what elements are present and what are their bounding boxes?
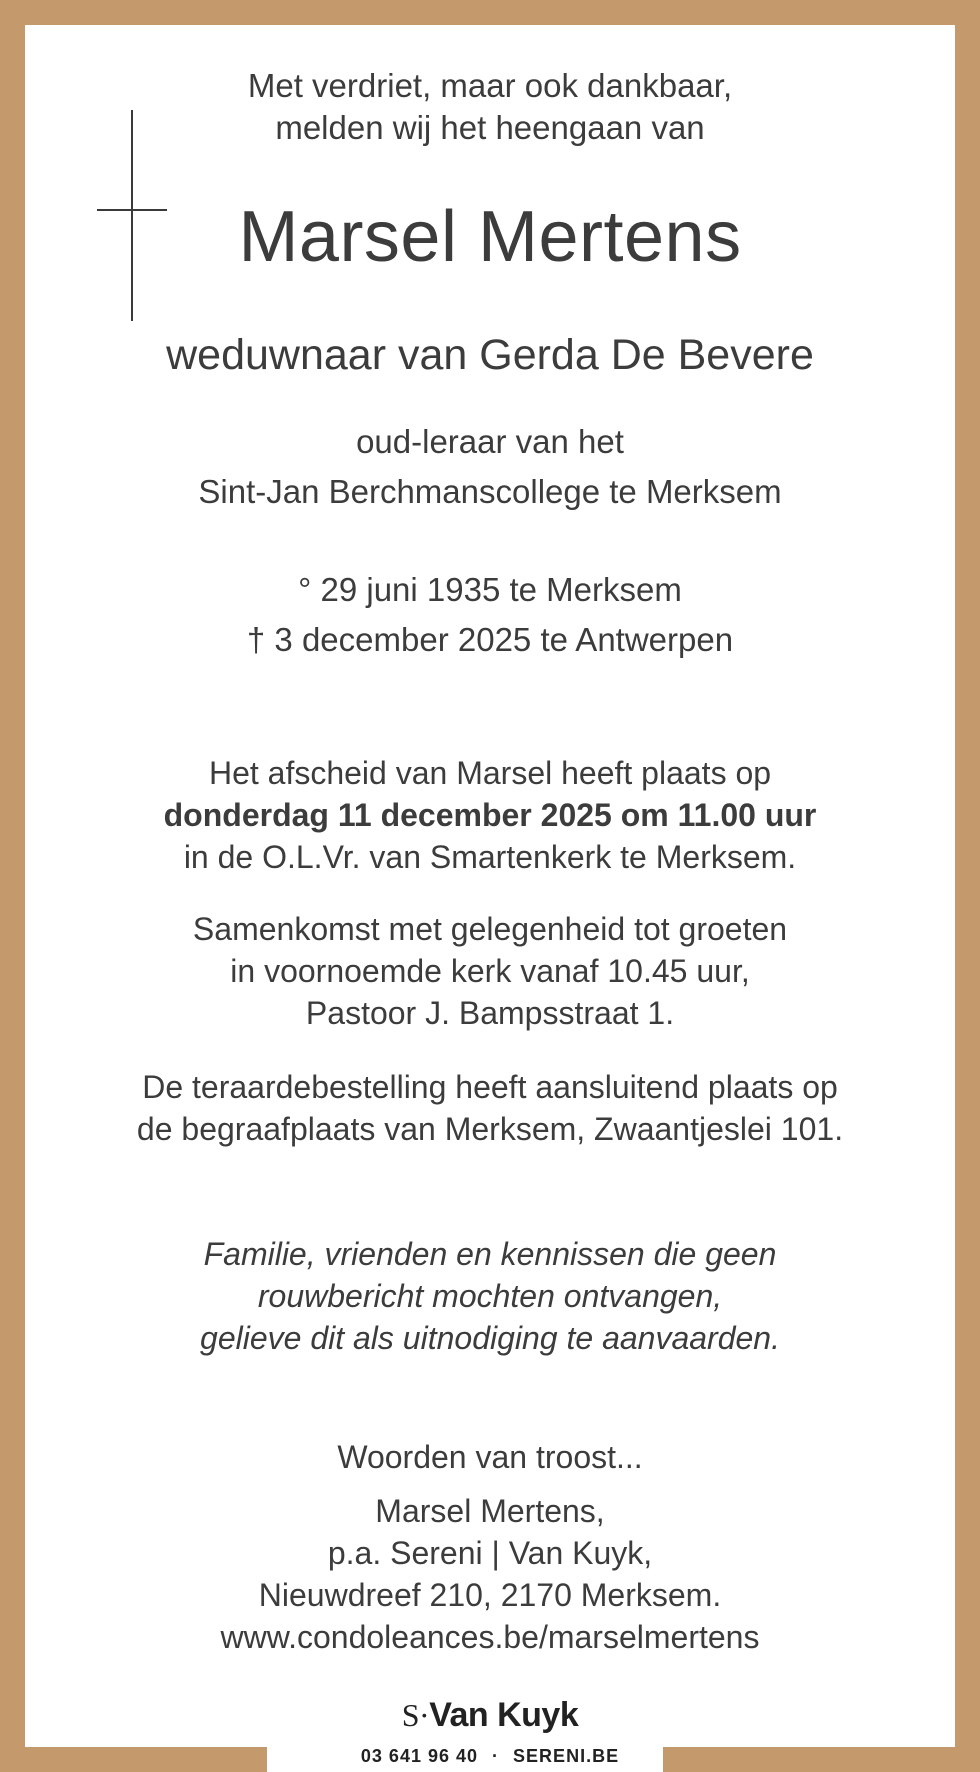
birth-line: ° 29 juni 1935 te Merksem [298, 571, 682, 608]
occupation-line-2: Sint-Jan Berchmanscollege te Merksem [198, 473, 782, 510]
invitation-line-2: rouwbericht mochten ontvangen, [257, 1278, 723, 1314]
spouse-line: weduwnaar van Gerda De Bevere [166, 331, 814, 379]
invitation-line-1: Familie, vrienden en kennissen die geen [203, 1236, 777, 1272]
burial-line-2: de begraafplaats van Merksem, Zwaantjeslei 101. [136, 1111, 844, 1147]
condolences-address-1: Marsel Mertens, [375, 1493, 605, 1529]
footer-separator: · [492, 1746, 500, 1766]
van-kuyk-logo: S·Van Kuyk [401, 1696, 579, 1734]
obituary-card [25, 25, 955, 1747]
farewell-date: donderdag 11 december 2025 om 11.00 uur [163, 797, 817, 833]
death-line: † 3 december 2025 te Antwerpen [246, 621, 734, 658]
gathering-line-2: in voornoemde kerk vanaf 10.45 uur, [230, 953, 750, 989]
footer-contact [25, 1745, 955, 1767]
condolences-address-3: Nieuwdreef 210, 2170 Merksem. [258, 1577, 722, 1613]
deceased-name: Marsel Mertens [238, 197, 742, 277]
burial-line-1: De teraardebestelling heeft aansluitend plaats op [142, 1069, 838, 1105]
gathering-line-1: Samenkomst met gelegenheid tot groeten [192, 911, 788, 947]
intro-line-2: melden wij het heengaan van [275, 109, 705, 146]
farewell-location: in de O.L.Vr. van Smartenkerk te Merksem. [183, 839, 797, 875]
farewell-line-1: Het afscheid van Marsel heeft plaats op [208, 755, 772, 791]
condolences-url[interactable]: www.condoleances.be/marselmertens [220, 1619, 760, 1655]
occupation-line-1: oud-leraar van het [356, 423, 624, 460]
condolences-address-2: p.a. Sereni | Van Kuyk, [327, 1535, 653, 1571]
footer-phone[interactable]: 03 641 96 40 [360, 1746, 479, 1766]
invitation-line-3: gelieve dit als uitnodiging te aanvaarden. [200, 1320, 780, 1356]
condolences-heading: Woorden van troost... [337, 1439, 643, 1475]
intro-line-1: Met verdriet, maar ook dankbaar, [247, 67, 733, 104]
footer-website[interactable]: SERENI.BE [513, 1746, 620, 1766]
gathering-line-3: Pastoor J. Bampsstraat 1. [305, 995, 675, 1031]
